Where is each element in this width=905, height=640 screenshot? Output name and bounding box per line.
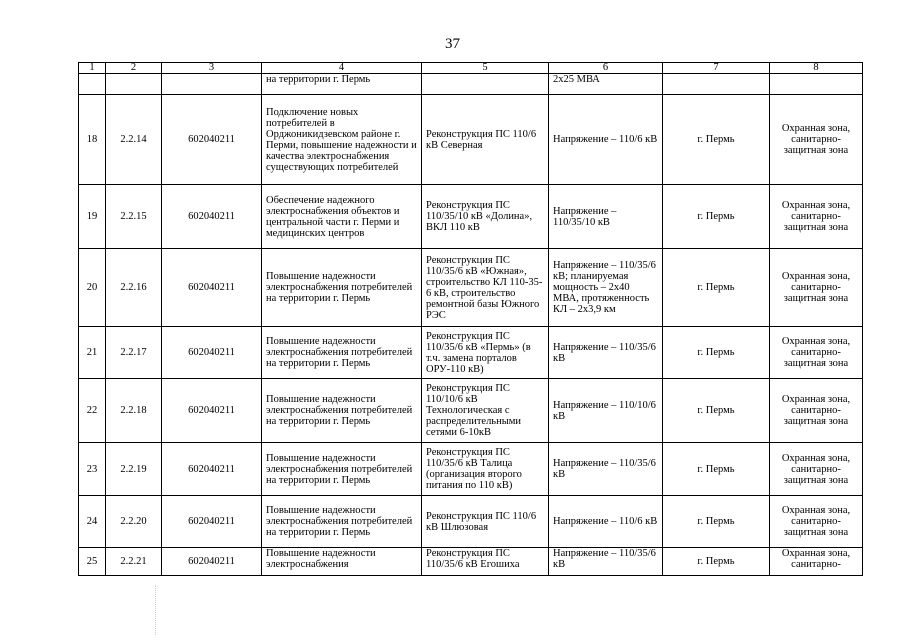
col-header: 2 — [106, 63, 162, 74]
row-number: 23 — [79, 443, 106, 496]
row-location: г. Пермь — [663, 496, 770, 548]
scan-dots — [155, 585, 162, 635]
row-params: Напряжение – 110/10/6 кВ — [549, 379, 663, 443]
table-row — [79, 327, 863, 379]
table-row — [79, 185, 863, 249]
row-id: 602040211 — [162, 327, 262, 379]
row-code: 2.2.21 — [106, 548, 162, 576]
row-id: 602040211 — [162, 379, 262, 443]
row-purpose: Подключение новых потребителей в Орджоникидзевском районе г. Перми, повышение надежности и качества электроснабжения существующих потребителей — [262, 95, 422, 185]
row-number: 25 — [79, 548, 106, 576]
row-purpose: Повышение надежности электроснабжения потребителей на территории г. Пермь — [262, 496, 422, 548]
row-zone: Охранная зона, санитарно-защитная зона — [770, 249, 863, 327]
row-number: 18 — [79, 95, 106, 185]
col-header: 4 — [262, 63, 422, 74]
row-zone: Охранная зона, санитарно-защитная зона — [770, 443, 863, 496]
row-purpose: Повышение надежности электроснабжения — [262, 548, 422, 576]
row-project: Реконструкция ПС 110/35/6 кВ Егошиха — [422, 548, 549, 576]
row-number: 24 — [79, 496, 106, 548]
col-header: 1 — [79, 63, 106, 74]
row-purpose: Повышение надежности электроснабжения потребителей на территории г. Пермь — [262, 327, 422, 379]
row-location: г. Пермь — [663, 185, 770, 249]
row-location: г. Пермь — [663, 249, 770, 327]
row-params: Напряжение – 110/35/6 кВ — [549, 443, 663, 496]
table-row — [79, 548, 863, 576]
row-project: Реконструкция ПС 110/35/6 кВ Талица (организация второго питания по 110 кВ) — [422, 443, 549, 496]
row-number: 21 — [79, 327, 106, 379]
row-code: 2.2.15 — [106, 185, 162, 249]
row-params: Напряжение – 110/6 кВ — [549, 95, 663, 185]
continuation-row — [79, 74, 863, 95]
continuation-purpose: на территории г. Пермь — [262, 74, 422, 95]
row-purpose: Обеспечение надежного электроснабжения объектов и центральной части г. Перми и медицинских центров — [262, 185, 422, 249]
row-code: 2.2.18 — [106, 379, 162, 443]
row-id: 602040211 — [162, 95, 262, 185]
row-number: 19 — [79, 185, 106, 249]
table-row — [79, 496, 863, 548]
row-code: 2.2.14 — [106, 95, 162, 185]
row-code: 2.2.16 — [106, 249, 162, 327]
row-code: 2.2.20 — [106, 496, 162, 548]
row-project: Реконструкция ПС 110/35/10 кВ «Долина», ВКЛ 110 кВ — [422, 185, 549, 249]
row-id: 602040211 — [162, 496, 262, 548]
table-row — [79, 249, 863, 327]
row-params: Напряжение – 110/6 кВ — [549, 496, 663, 548]
row-zone: Охранная зона, санитарно-защитная зона — [770, 185, 863, 249]
row-purpose: Повышение надежности электроснабжения потребителей на территории г. Пермь — [262, 249, 422, 327]
row-project: Реконструкция ПС 110/10/6 кВ Технологическая с распределительными сетями 6-10кВ — [422, 379, 549, 443]
row-zone: Охранная зона, санитарно-защитная зона — [770, 95, 863, 185]
row-id: 602040211 — [162, 548, 262, 576]
row-project: Реконструкция ПС 110/6 кВ Шлюзовая — [422, 496, 549, 548]
row-number: 22 — [79, 379, 106, 443]
row-purpose: Повышение надежности электроснабжения потребителей на территории г. Пермь — [262, 443, 422, 496]
table-row — [79, 95, 863, 185]
row-project: Реконструкция ПС 110/35/6 кВ «Пермь» (в т.ч. замена порталов ОРУ-110 кВ) — [422, 327, 549, 379]
row-zone: Охранная зона, санитарно-защитная зона — [770, 496, 863, 548]
row-location: г. Пермь — [663, 95, 770, 185]
col-header: 5 — [422, 63, 549, 74]
row-purpose: Повышение надежности электроснабжения потребителей на территории г. Пермь — [262, 379, 422, 443]
row-zone: Охранная зона, санитарно-защитная зона — [770, 379, 863, 443]
row-code: 2.2.17 — [106, 327, 162, 379]
row-code: 2.2.19 — [106, 443, 162, 496]
row-params: Напряжение – 110/35/10 кВ — [549, 185, 663, 249]
row-project: Реконструкция ПС 110/35/6 кВ «Южная», строительство КЛ 110-35-6 кВ, строительство ремонтной базы Южного РЭС — [422, 249, 549, 327]
row-id: 602040211 — [162, 185, 262, 249]
table-row — [79, 443, 863, 496]
row-location: г. Пермь — [663, 379, 770, 443]
row-params: Напряжение – 110/35/6 кВ — [549, 327, 663, 379]
row-location: г. Пермь — [663, 548, 770, 576]
row-zone: Охранная зона, санитарно-защитная зона — [770, 327, 863, 379]
row-location: г. Пермь — [663, 443, 770, 496]
col-header: 8 — [770, 63, 863, 74]
page-number: 37 — [445, 36, 460, 52]
row-project: Реконструкция ПС 110/6 кВ Северная — [422, 95, 549, 185]
row-zone: Охранная зона, санитарно- — [770, 548, 863, 576]
row-number: 20 — [79, 249, 106, 327]
col-header: 6 — [549, 63, 663, 74]
col-header: 7 — [663, 63, 770, 74]
row-params: Напряжение – 110/35/6 кВ; планируемая мощность – 2х40 МВА, протяженность КЛ – 2х3,9 км — [549, 249, 663, 327]
row-id: 602040211 — [162, 443, 262, 496]
continuation-params: 2х25 МВА — [549, 74, 663, 95]
objects-table — [78, 62, 863, 576]
row-location: г. Пермь — [663, 327, 770, 379]
row-id: 602040211 — [162, 249, 262, 327]
header-row — [79, 63, 863, 74]
col-header: 3 — [162, 63, 262, 74]
row-params: Напряжение – 110/35/6 кВ — [549, 548, 663, 576]
table-row — [79, 379, 863, 443]
